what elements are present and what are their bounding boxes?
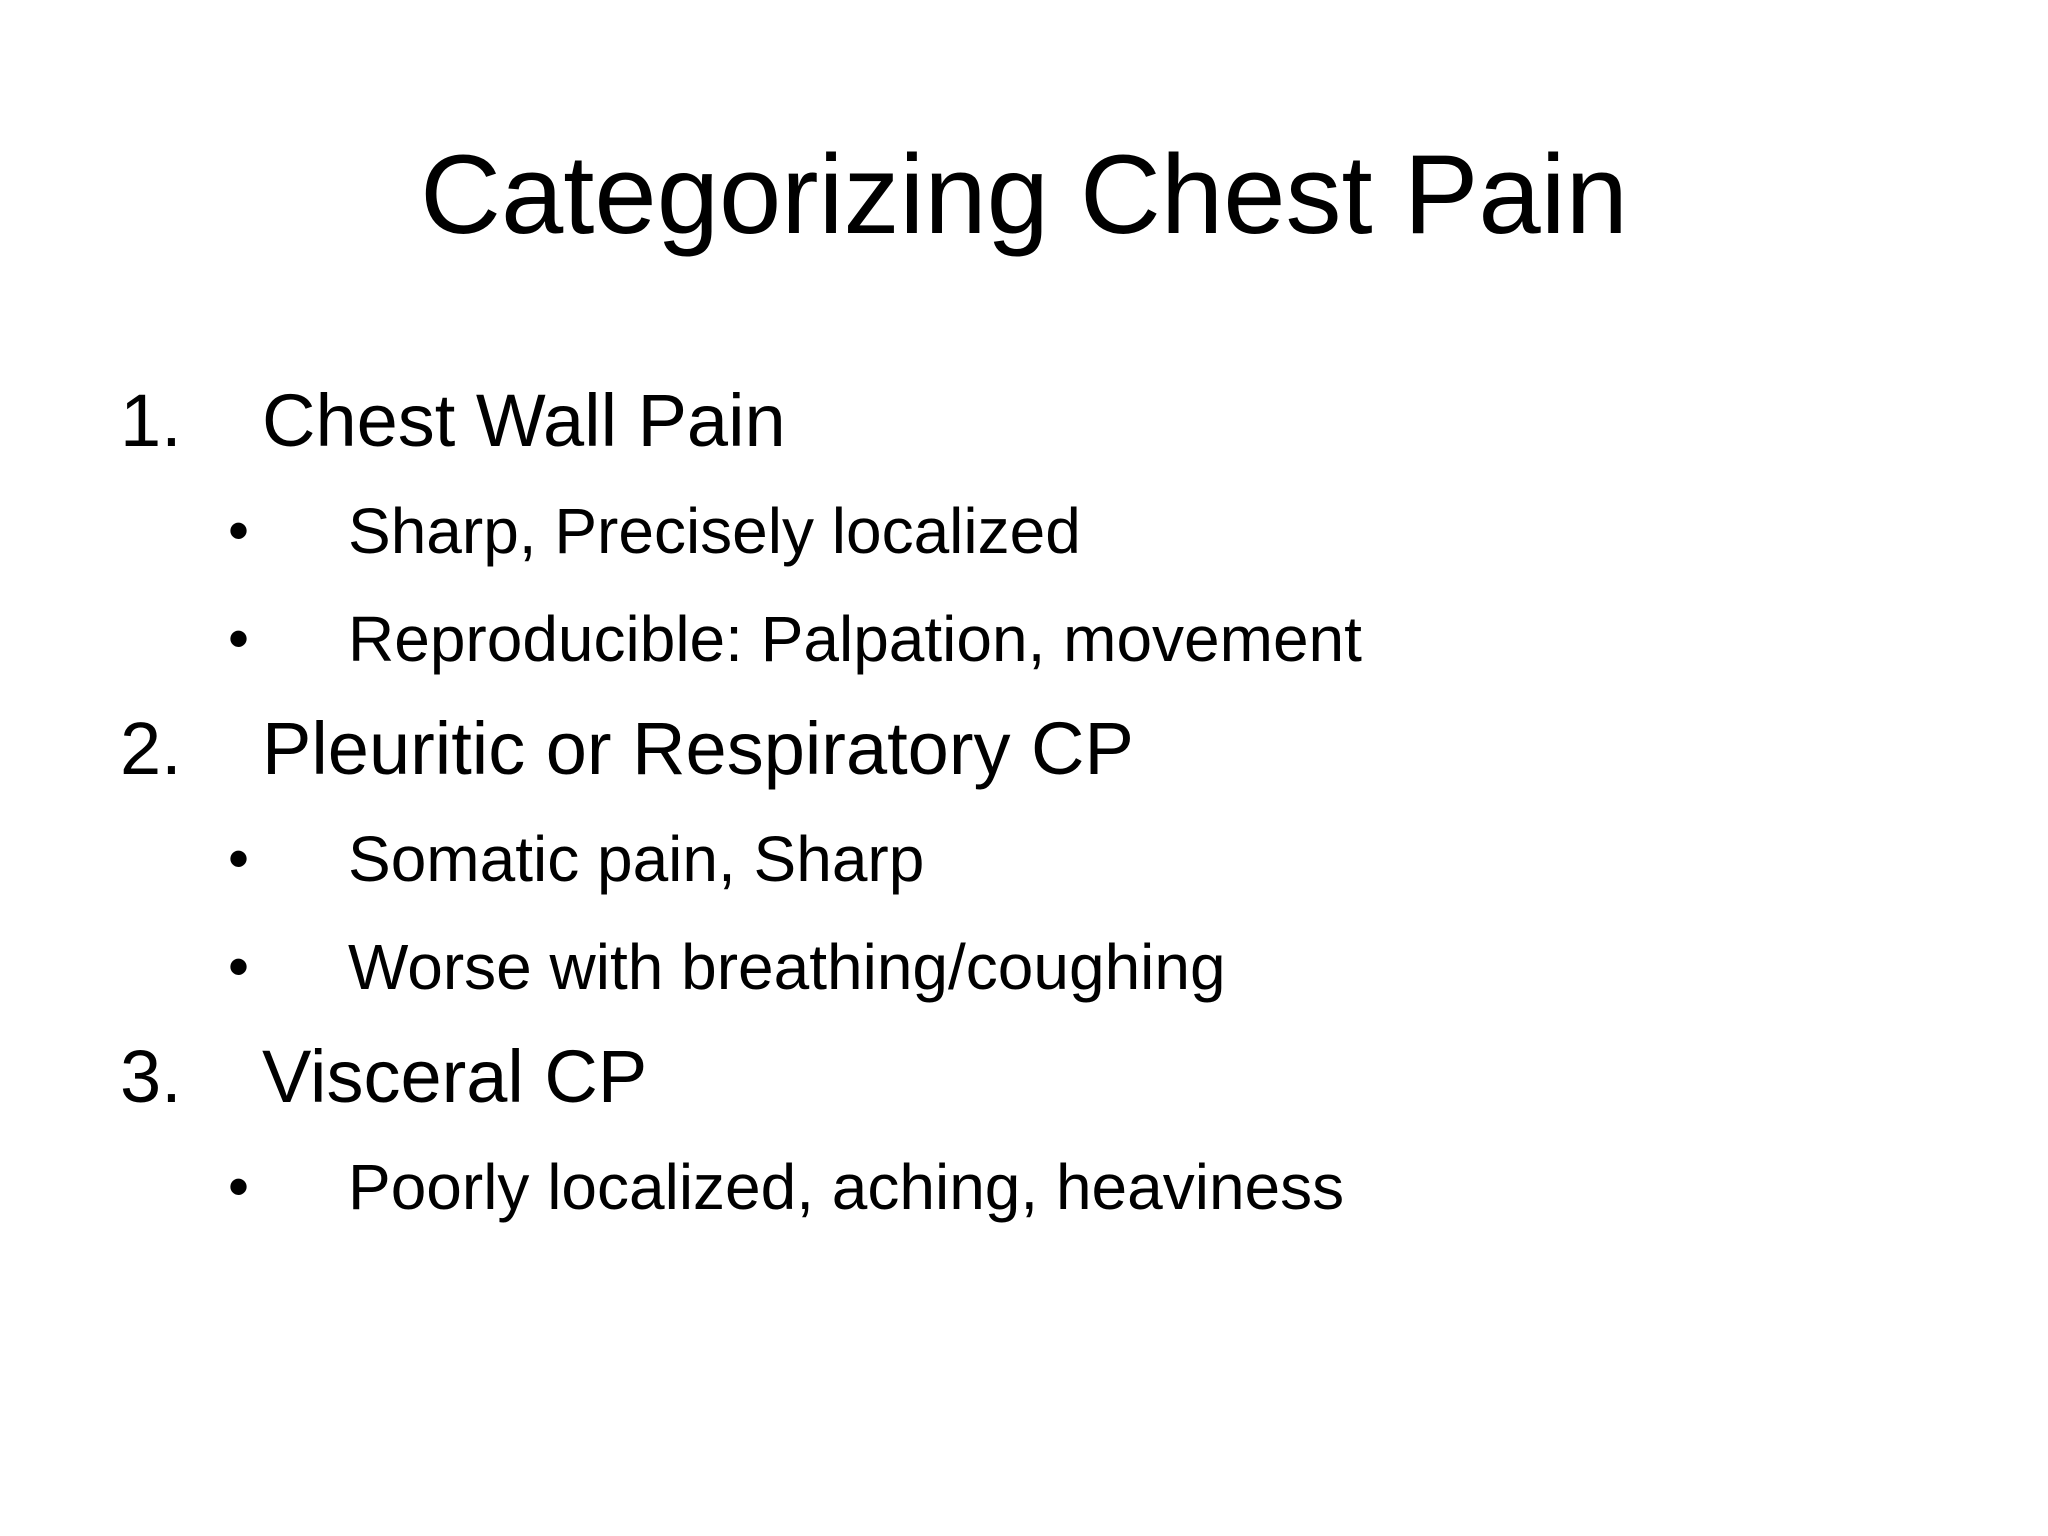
list-item-number: 1. — [120, 379, 182, 462]
list-item-number: 3. — [120, 1035, 182, 1118]
list-item-3 — [120, 1021, 1920, 1133]
list-item-2 — [120, 693, 1920, 805]
list-item-label: Chest Wall Pain — [262, 379, 786, 462]
sub-bullet-text: Reproducible: Palpation, movement — [348, 603, 1362, 675]
sub-bullet-text: Somatic pain, Sharp — [348, 823, 925, 895]
sub-bullet — [120, 805, 1920, 913]
sub-bullet-text: Sharp, Precisely localized — [348, 495, 1081, 567]
bullet-icon: • — [228, 933, 250, 1000]
list-item-label: Pleuritic or Respiratory CP — [262, 707, 1134, 790]
list-item-label: Visceral CP — [262, 1035, 648, 1118]
slide-content — [120, 365, 1920, 1241]
bullet-icon: • — [228, 1153, 250, 1220]
sub-bullet — [120, 585, 1920, 693]
slide-title: Categorizing Chest Pain — [420, 132, 1628, 257]
sub-bullet-text: Worse with breathing/coughing — [348, 931, 1226, 1003]
list-item-1 — [120, 365, 1920, 477]
sub-bullet-text: Poorly localized, aching, heaviness — [348, 1151, 1345, 1223]
sub-bullet — [120, 1133, 1920, 1241]
bullet-icon: • — [228, 605, 250, 672]
bullet-icon: • — [228, 825, 250, 892]
list-item-number: 2. — [120, 707, 182, 790]
bullet-icon: • — [228, 497, 250, 564]
sub-bullet — [120, 913, 1920, 1021]
sub-bullet — [120, 477, 1920, 585]
